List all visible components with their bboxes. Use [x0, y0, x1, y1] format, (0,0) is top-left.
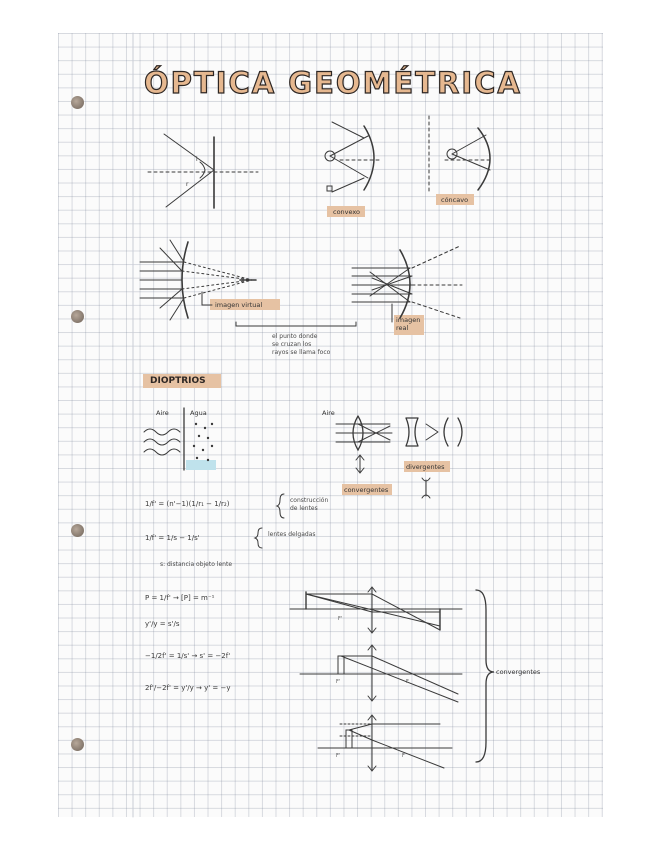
page-title: ÓPTICA GEOMÉTRICA [144, 66, 522, 100]
focus-label: F [406, 679, 409, 685]
dioptrios-heading: DIOPTRIOS [150, 376, 206, 386]
power-formula: P = 1/f' → [P] = m⁻¹ [145, 594, 215, 602]
convergentes-label: convergentes [344, 486, 389, 494]
real-image-ray-diagram [352, 246, 462, 322]
convex-label: convexo [333, 208, 361, 216]
formula1-note-line: construcción [290, 497, 329, 504]
formula1-note-line: de lentes [290, 505, 318, 512]
focus-label: F' [338, 616, 343, 622]
image-size-formula: 2f'/−2f' = y'/y → y' = −y [145, 684, 231, 692]
formula1-note [290, 497, 328, 513]
s-distance-note: s: distancia objeto lente [160, 561, 233, 568]
dioptrio-air-water [144, 408, 213, 470]
focus-bracket [236, 322, 356, 326]
svg-text:r: r [186, 181, 189, 188]
image-distance-formula: −1/2f' = 1/s' → s' = −2f' [145, 652, 231, 660]
magnification-formula: y'/y = s'/s [145, 620, 180, 628]
brace-2 [255, 528, 262, 548]
plane-mirror-diagram [148, 134, 258, 208]
virtual-image-label: imagen virtual [215, 301, 263, 309]
focus-note-line: rayos se llama foco [272, 349, 331, 356]
ray-diagram-2 [300, 645, 462, 702]
ray-diagram-1 [290, 587, 462, 633]
agua-label: Agua [190, 409, 207, 417]
brace-convergentes [476, 590, 494, 762]
formula2-note: lentes delgadas [268, 531, 316, 538]
brace-1 [277, 494, 284, 518]
focus-label: F' [336, 753, 341, 759]
convex-mirror-diagram [325, 122, 382, 192]
focus-label: F [402, 753, 405, 759]
concave-mirror-diagram [429, 116, 492, 194]
focus-note-line: el punto donde [272, 333, 318, 340]
lensmaker-formula: 1/f' = (n'−1)(1/r₁ − 1/r₂) [145, 500, 230, 508]
focus-note-line: se cruzan los [272, 341, 312, 348]
focus-label: F' [336, 679, 341, 685]
ray-diagrams-group-label: convergentes [496, 668, 541, 676]
divergentes-label: divergentes [406, 463, 445, 471]
aire2-label: Aire [322, 409, 335, 417]
ray-diagram-3 [318, 715, 452, 771]
focus-note [272, 333, 330, 357]
real-image-label: imagen real [396, 316, 421, 332]
thin-lens-formula: 1/f' = 1/s − 1/s' [145, 534, 200, 542]
concave-label: cóncavo [441, 196, 469, 204]
svg-text:i: i [196, 156, 198, 163]
aire-label: Aire [156, 409, 169, 417]
